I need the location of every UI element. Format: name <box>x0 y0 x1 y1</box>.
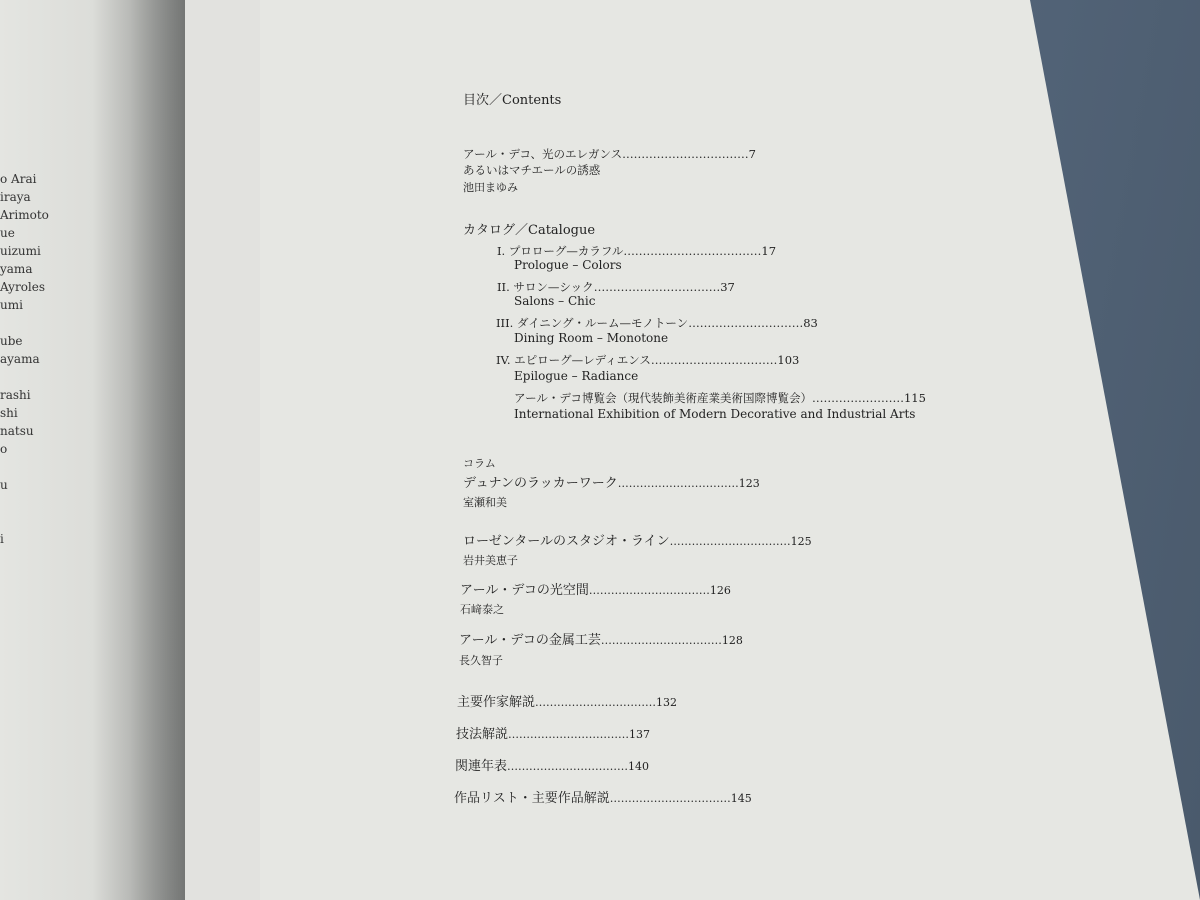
essay-title-line2: あるいはマチエールの誘惑 <box>463 163 601 177</box>
back-matter-title: 主要作家解説 <box>457 695 536 710</box>
column-author-3: 石﨑泰之 <box>460 603 504 616</box>
back-matter-3 <box>455 755 649 774</box>
page-number: 123 <box>738 477 760 490</box>
left-fragment: ue <box>0 226 15 240</box>
left-fragment: Arimoto <box>0 208 49 222</box>
column-title: アール・デコの金属工芸 <box>459 633 601 648</box>
back-matter-title: 技法解説 <box>456 727 509 742</box>
chapter-2-en: Salons – Chic <box>514 294 596 308</box>
chapter-3-en: Dining Room – Monotone <box>514 331 669 345</box>
back-matter-1 <box>457 691 677 710</box>
left-fragment: shi <box>0 406 18 420</box>
essay-author: 池田まゆみ <box>463 181 518 194</box>
chapter-4-jp <box>496 352 799 368</box>
column-title: アール・デコの光空間 <box>460 583 589 598</box>
leader-dots: ……………………………… <box>623 244 762 258</box>
chapter-number: IV. <box>496 353 511 367</box>
expo-jp <box>514 390 926 406</box>
column-item-2 <box>463 530 812 549</box>
page-number: 125 <box>790 535 812 548</box>
column-author-4: 長久智子 <box>459 654 503 667</box>
left-fragment: umi <box>0 298 23 312</box>
leader-dots: …………………………… <box>588 584 710 597</box>
column-item-3 <box>460 579 731 598</box>
left-fragment: ayama <box>0 352 40 366</box>
leader-dots: ………………………… <box>688 316 804 330</box>
leader-dots: …………………………… <box>535 696 657 709</box>
catalogue-heading: カタログ／Catalogue <box>463 223 596 238</box>
column-title: デュナンのラッカーワーク <box>463 476 618 491</box>
chapter-number: I. <box>497 244 506 258</box>
chapter-1-jp <box>497 243 776 259</box>
leader-dots: …………………………… <box>669 535 791 548</box>
leader-dots: …………………………… <box>593 280 721 294</box>
left-fragment: natsu <box>0 424 34 438</box>
left-fragment: ube <box>0 334 23 348</box>
chapter-2-jp <box>497 279 735 295</box>
page-number: 128 <box>721 634 743 647</box>
leader-dots: …………………………… <box>622 147 749 161</box>
left-fragment: uizumi <box>0 244 41 258</box>
left-fragment: u <box>0 478 8 492</box>
column-heading: コラム <box>463 457 496 470</box>
chapter-3-jp <box>496 315 818 331</box>
page-number: 137 <box>629 728 651 741</box>
toc-heading: 目次／Contents <box>463 93 562 108</box>
page-number: 37 <box>720 280 735 294</box>
back-matter-4 <box>454 787 752 806</box>
column-item-4 <box>459 629 743 648</box>
back-matter-title: 作品リスト・主要作品解説 <box>454 791 610 806</box>
page-number: 145 <box>730 792 752 805</box>
page-number: 126 <box>709 584 731 597</box>
left-fragment: o Arai <box>0 172 37 186</box>
chapter-number: III. <box>496 316 514 330</box>
page-number: 132 <box>656 696 678 709</box>
page-number: 140 <box>628 760 650 773</box>
back-matter-2 <box>456 723 650 742</box>
chapter-number: II. <box>497 280 510 294</box>
left-fragment: rashi <box>0 388 31 402</box>
chapter-title: サロン—シック <box>513 280 594 294</box>
chapter-title: エピローグ—レディエンス <box>514 353 651 367</box>
column-author-2: 岩井美恵子 <box>463 554 518 567</box>
leader-dots: …………………………… <box>600 634 722 647</box>
left-fragment: iraya <box>0 190 31 204</box>
chapter-title: プロローグ—カラフル <box>508 244 624 258</box>
leader-dots: …………………………… <box>508 728 630 741</box>
expo-title: アール・デコ博覧会（現代装飾美術産業美術国際博覧会） <box>514 391 812 405</box>
leader-dots: …………………………… <box>609 792 731 805</box>
column-author-1: 室瀬和美 <box>463 496 507 509</box>
left-fragment: o <box>0 442 8 456</box>
page-number: 83 <box>803 316 818 330</box>
page-number: 17 <box>761 244 777 258</box>
left-fragment: Ayroles <box>0 280 46 294</box>
essay-title-text: アール・デコ、光のエレガンス <box>463 147 623 161</box>
leader-dots: …………………… <box>811 391 904 405</box>
chapter-4-en: Epilogue – Radiance <box>514 369 639 383</box>
left-fragment: i <box>0 532 4 546</box>
leader-dots: …………………………… <box>650 353 778 367</box>
back-matter-title: 関連年表 <box>455 759 508 774</box>
leader-dots: …………………………… <box>507 760 629 773</box>
left-fragment: yama <box>0 262 33 276</box>
page-number: 115 <box>903 391 926 405</box>
essay-title-line1 <box>463 146 756 162</box>
page-number: 103 <box>777 353 800 367</box>
column-title: ローゼンタールのスタジオ・ライン <box>463 534 670 549</box>
leader-dots: …………………………… <box>617 477 739 490</box>
chapter-1-en: Prologue – Colors <box>514 258 622 272</box>
chapter-title: ダイニング・ルーム—モノトーン <box>516 316 689 330</box>
column-item-1 <box>463 472 760 491</box>
expo-en: International Exhibition of Modern Decorative and Industrial Arts <box>514 407 916 421</box>
page-number: 7 <box>748 147 756 161</box>
